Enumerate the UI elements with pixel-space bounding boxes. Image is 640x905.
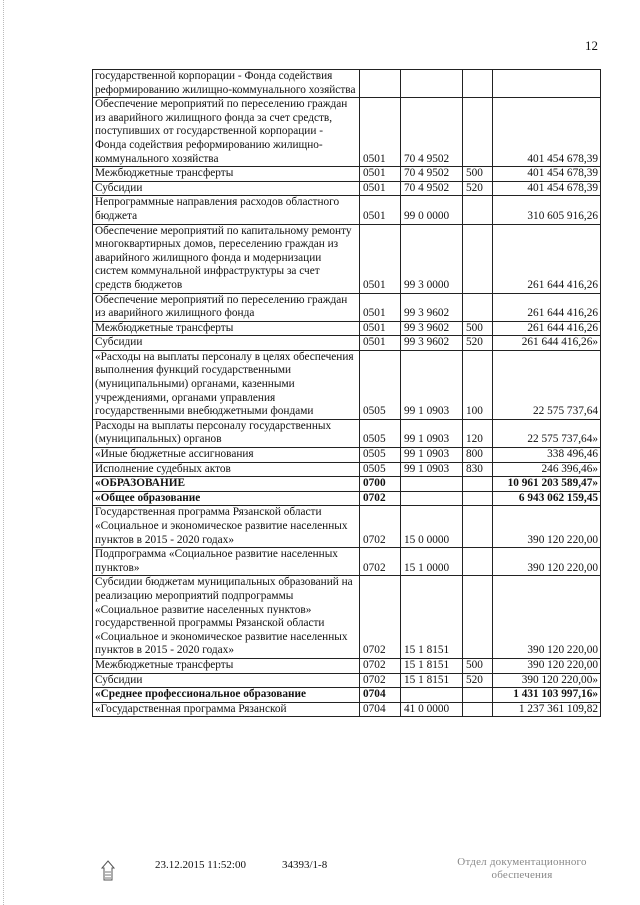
footer-doc-number: 34393/1-8: [282, 859, 328, 871]
row-amount-cell: 390 120 220,00: [493, 576, 601, 659]
table-row: [93, 477, 601, 492]
row-amount-cell: 1 431 103 997,16»: [493, 688, 601, 703]
row-vr-cell: 100: [463, 350, 493, 419]
table-row: [93, 98, 601, 167]
row-amount-cell: 261 644 416,26»: [493, 336, 601, 351]
row-name-cell: Субсидии: [93, 181, 360, 196]
row-section-cell: [360, 70, 401, 98]
row-section-cell: 0702: [360, 673, 401, 688]
row-csr-cell: 15 0 0000: [401, 506, 463, 548]
budget-table: [92, 69, 601, 717]
row-name-cell: Межбюджетные трансферты: [93, 658, 360, 673]
row-amount-cell: 246 396,46»: [493, 462, 601, 477]
row-amount-cell: 390 120 220,00: [493, 548, 601, 576]
table-row: [93, 576, 601, 659]
row-section-cell: 0501: [360, 293, 401, 321]
table-row: [93, 293, 601, 321]
row-vr-cell: [463, 688, 493, 703]
row-amount-cell: 390 120 220,00: [493, 506, 601, 548]
table-row: [93, 506, 601, 548]
row-section-cell: 0702: [360, 658, 401, 673]
row-name-cell: Субсидии бюджетам муниципальных образований на реализацию мероприятий подпрограммы «Социальное развитие населенных пунктов» государственной программы Рязанской области «Социальное и экономическое развитие населенных пунктов в 2015 - 2020 годах»: [93, 576, 360, 659]
row-vr-cell: 500: [463, 167, 493, 182]
row-csr-cell: 15 1 8151: [401, 673, 463, 688]
row-name-cell: Исполнение судебных актов: [93, 462, 360, 477]
row-amount-cell: 261 644 416,26: [493, 321, 601, 336]
table-row: [93, 321, 601, 336]
row-vr-cell: [463, 293, 493, 321]
row-section-cell: 0501: [360, 336, 401, 351]
row-section-cell: 0702: [360, 506, 401, 548]
row-csr-cell: [401, 70, 463, 98]
row-csr-cell: [401, 477, 463, 492]
row-name-cell: «Иные бюджетные ассигнования: [93, 448, 360, 463]
row-csr-cell: 99 3 0000: [401, 224, 463, 293]
row-amount-cell: 1 237 361 109,82: [493, 702, 601, 717]
row-csr-cell: 70 4 9502: [401, 181, 463, 196]
row-amount-cell: 401 454 678,39: [493, 98, 601, 167]
row-csr-cell: 15 1 8151: [401, 658, 463, 673]
row-name-cell: Обеспечение мероприятий по переселению граждан из аварийного жилищного фонда за счет средств, поступивших от государственной корпорации - Фонда содействия реформированию жилищно-коммунального хозяйства: [93, 98, 360, 167]
row-csr-cell: 99 1 0903: [401, 462, 463, 477]
row-vr-cell: [463, 576, 493, 659]
row-name-cell: Расходы на выплаты персоналу государственных (муниципальных) органов: [93, 419, 360, 447]
row-name-cell: Обеспечение мероприятий по капитальному ремонту многоквартирных домов, переселению граждан из аварийного жилищного фонда и модернизации систем коммунальной инфраструктуры за счет средств бюджетов: [93, 224, 360, 293]
row-name-cell: «Расходы на выплаты персоналу в целях обеспечения выполнения функций государственными (муниципальными) органами, казенными учреждениями, органами управления государственными внебюджетными фондами: [93, 350, 360, 419]
footer-date: 23.12.2015 11:52:00: [155, 859, 246, 871]
table-row: [93, 181, 601, 196]
row-amount-cell: 390 120 220,00: [493, 658, 601, 673]
row-vr-cell: [463, 477, 493, 492]
row-vr-cell: [463, 196, 493, 224]
table-row: [93, 167, 601, 182]
row-section-cell: 0501: [360, 196, 401, 224]
row-section-cell: 0704: [360, 688, 401, 703]
row-amount-cell: 261 644 416,26: [493, 224, 601, 293]
stamp-line-1: Отдел документационного: [457, 856, 587, 868]
row-vr-cell: [463, 702, 493, 717]
row-name-cell: «Государственная программа Рязанской: [93, 702, 360, 717]
row-vr-cell: [463, 98, 493, 167]
row-name-cell: Государственная программа Рязанской области «Социальное и экономическое развитие населенных пунктов в 2015 - 2020 годах»: [93, 506, 360, 548]
row-csr-cell: 15 1 8151: [401, 576, 463, 659]
row-name-cell: «ОБРАЗОВАНИЕ: [93, 477, 360, 492]
row-name-cell: Подпрограмма «Социальное развитие населенных пунктов»: [93, 548, 360, 576]
row-amount-cell: 390 120 220,00»: [493, 673, 601, 688]
row-section-cell: 0702: [360, 576, 401, 659]
row-csr-cell: 99 3 9602: [401, 321, 463, 336]
row-csr-cell: 99 3 9602: [401, 293, 463, 321]
row-name-cell: Субсидии: [93, 673, 360, 688]
row-section-cell: 0702: [360, 491, 401, 506]
row-amount-cell: 310 605 916,26: [493, 196, 601, 224]
row-amount-cell: 10 961 203 589,47»: [493, 477, 601, 492]
row-section-cell: 0501: [360, 181, 401, 196]
row-vr-cell: [463, 506, 493, 548]
table-row: [93, 70, 601, 98]
row-amount-cell: 338 496,46: [493, 448, 601, 463]
row-vr-cell: 120: [463, 419, 493, 447]
row-section-cell: 0505: [360, 462, 401, 477]
row-section-cell: 0702: [360, 548, 401, 576]
row-vr-cell: 500: [463, 658, 493, 673]
table-row: [93, 548, 601, 576]
page-footer: [0, 856, 640, 896]
row-csr-cell: 99 3 9602: [401, 336, 463, 351]
row-section-cell: 0505: [360, 419, 401, 447]
table-row: [93, 673, 601, 688]
row-vr-cell: [463, 224, 493, 293]
row-amount-cell: [493, 70, 601, 98]
row-section-cell: 0501: [360, 321, 401, 336]
row-vr-cell: [463, 70, 493, 98]
row-vr-cell: [463, 491, 493, 506]
table-row: [93, 336, 601, 351]
row-section-cell: 0700: [360, 477, 401, 492]
row-name-cell: Межбюджетные трансферты: [93, 167, 360, 182]
row-csr-cell: 99 1 0903: [401, 419, 463, 447]
row-name-cell: «Среднее профессиональное образование: [93, 688, 360, 703]
row-name-cell: государственной корпорации - Фонда содействия реформированию жилищно-коммунального хозяйства: [93, 70, 360, 98]
row-section-cell: 0501: [360, 224, 401, 293]
row-section-cell: 0704: [360, 702, 401, 717]
table-row: [93, 702, 601, 717]
row-vr-cell: 800: [463, 448, 493, 463]
table-row: [93, 419, 601, 447]
row-vr-cell: 520: [463, 673, 493, 688]
table-row: [93, 196, 601, 224]
table-row: [93, 658, 601, 673]
row-amount-cell: 261 644 416,26: [493, 293, 601, 321]
row-csr-cell: 99 1 0903: [401, 350, 463, 419]
row-section-cell: 0501: [360, 98, 401, 167]
budget-table-body: [93, 70, 601, 717]
table-row: [93, 491, 601, 506]
page-number: 12: [585, 38, 598, 53]
table-row: [93, 448, 601, 463]
department-stamp: [452, 856, 592, 882]
row-name-cell: Субсидии: [93, 336, 360, 351]
table-row: [93, 688, 601, 703]
row-amount-cell: 22 575 737,64»: [493, 419, 601, 447]
row-csr-cell: [401, 688, 463, 703]
row-csr-cell: 41 0 0000: [401, 702, 463, 717]
row-vr-cell: [463, 548, 493, 576]
row-vr-cell: 830: [463, 462, 493, 477]
row-name-cell: Межбюджетные трансферты: [93, 321, 360, 336]
row-csr-cell: 70 4 9502: [401, 167, 463, 182]
row-csr-cell: 99 0 0000: [401, 196, 463, 224]
row-name-cell: Обеспечение мероприятий по переселению граждан из аварийного жилищного фонда: [93, 293, 360, 321]
row-amount-cell: 401 454 678,39: [493, 167, 601, 182]
table-row: [93, 350, 601, 419]
row-vr-cell: 520: [463, 181, 493, 196]
stamp-line-2: обеспечения: [491, 869, 553, 881]
scan-edge-marks: [3, 0, 7, 905]
row-name-cell: «Общее образование: [93, 491, 360, 506]
row-amount-cell: 6 943 062 159,45: [493, 491, 601, 506]
row-vr-cell: 520: [463, 336, 493, 351]
row-name-cell: Непрограммные направления расходов областного бюджета: [93, 196, 360, 224]
table-row: [93, 224, 601, 293]
row-csr-cell: 70 4 9502: [401, 98, 463, 167]
row-amount-cell: 22 575 737,64: [493, 350, 601, 419]
row-csr-cell: 99 1 0903: [401, 448, 463, 463]
row-csr-cell: 15 1 0000: [401, 548, 463, 576]
scanner-logo-icon: [100, 860, 116, 882]
row-section-cell: 0505: [360, 350, 401, 419]
row-vr-cell: 500: [463, 321, 493, 336]
row-amount-cell: 401 454 678,39: [493, 181, 601, 196]
table-row: [93, 462, 601, 477]
row-section-cell: 0505: [360, 448, 401, 463]
row-csr-cell: [401, 491, 463, 506]
row-section-cell: 0501: [360, 167, 401, 182]
